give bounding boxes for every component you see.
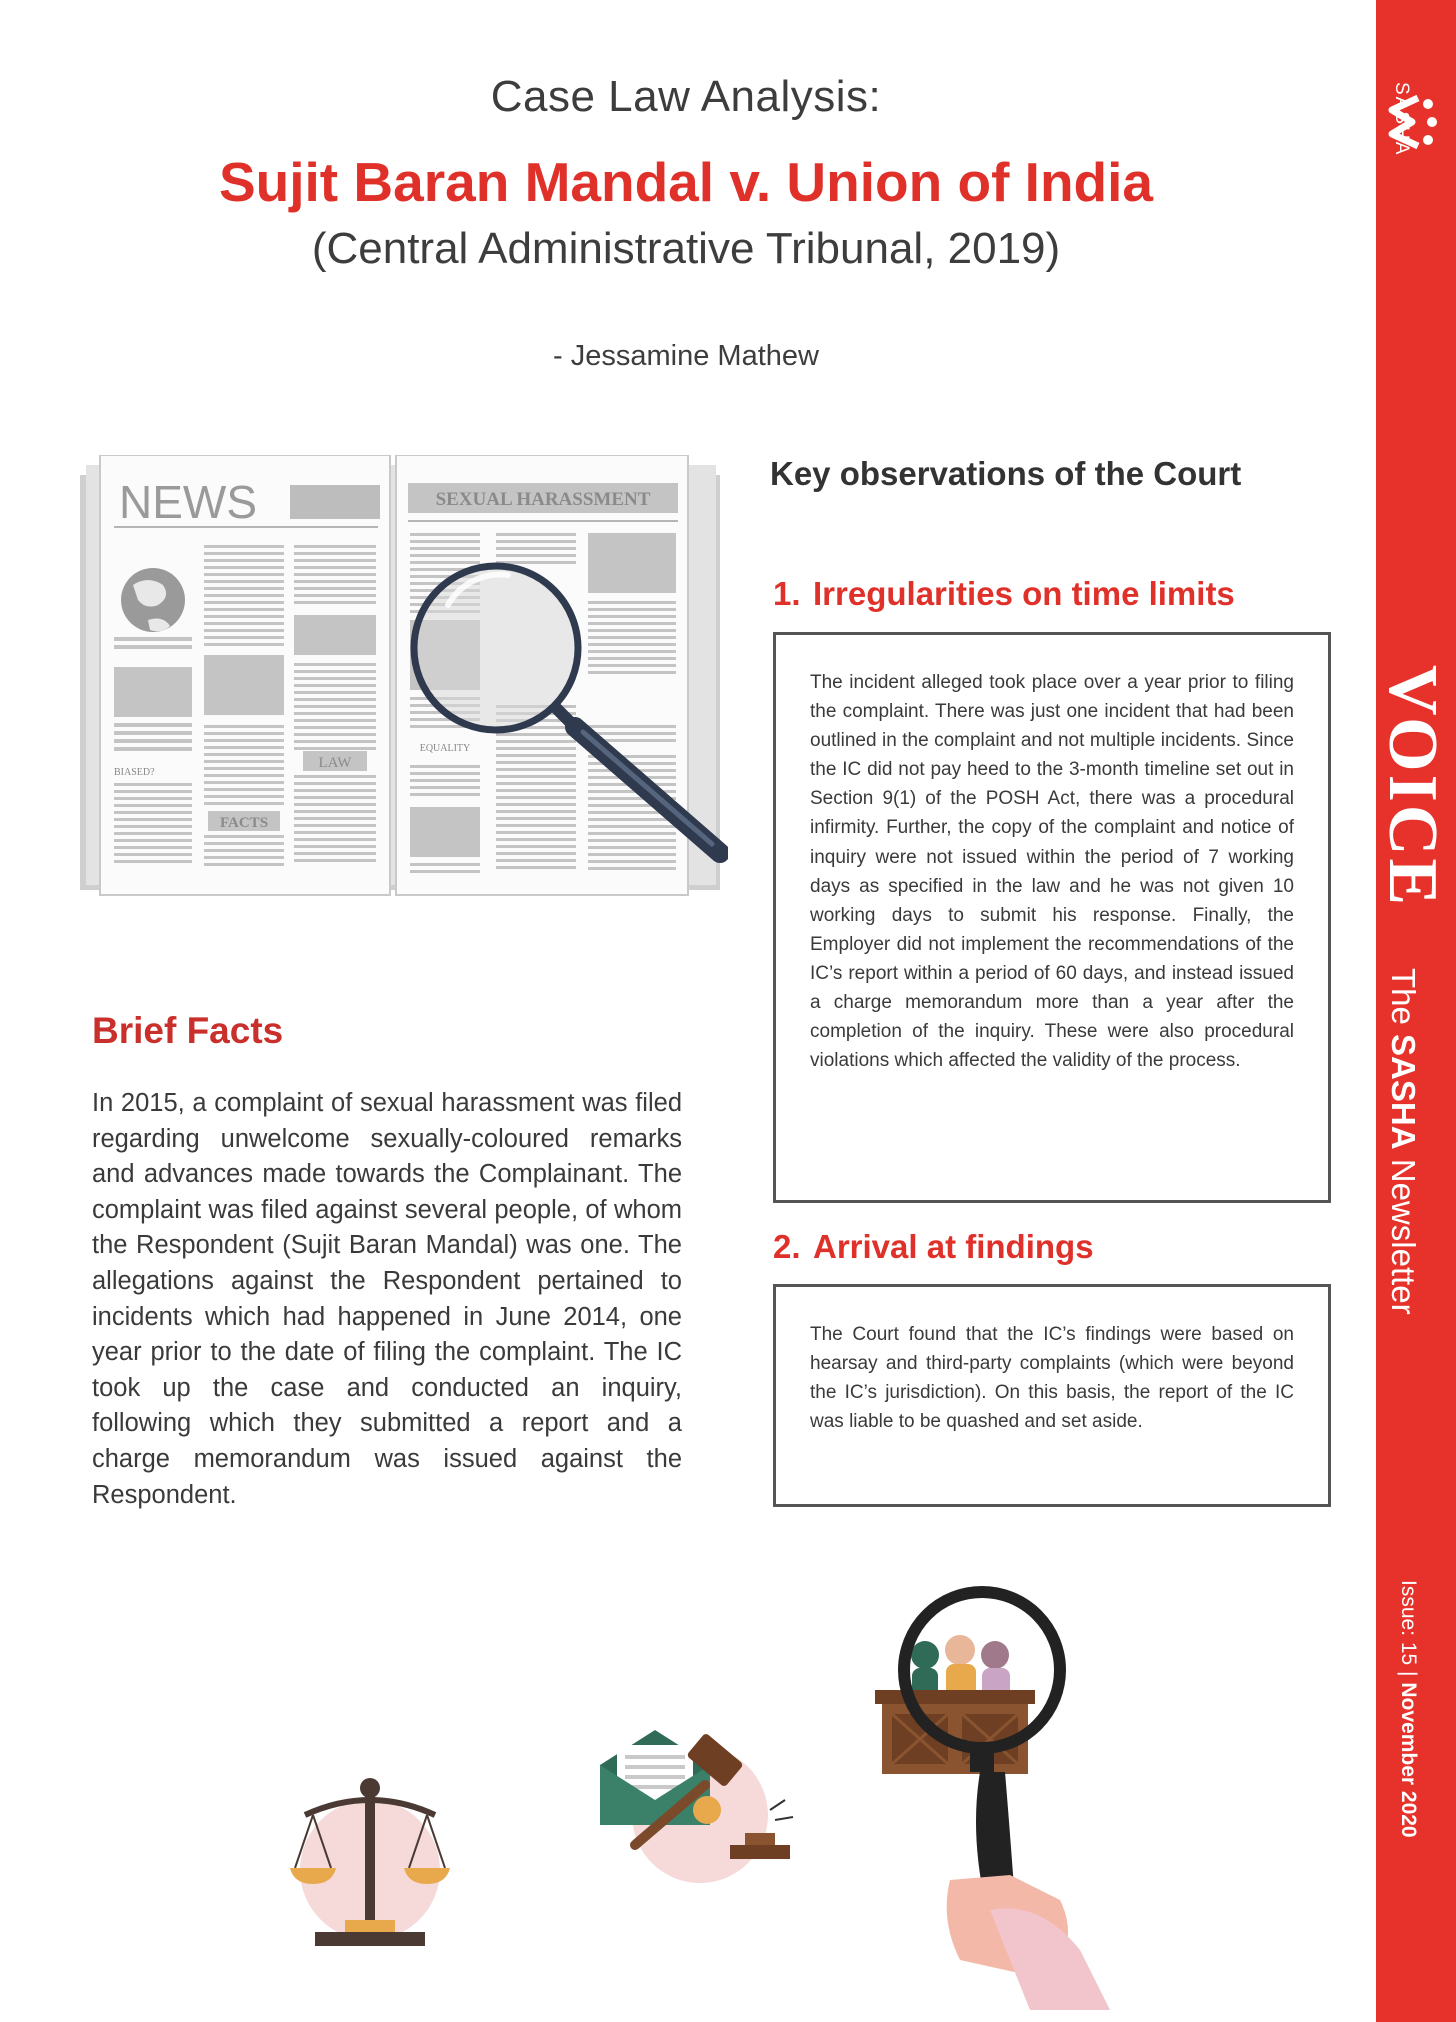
author-byline: - Jessamine Mathew [553, 340, 819, 372]
section-2-heading [773, 1228, 1094, 1266]
section-1-title: Irregularities on time limits [813, 575, 1235, 612]
section-2-box [773, 1284, 1331, 1507]
voice-wordmark: VOICE [1374, 665, 1451, 909]
gavel-envelope-icon [595, 1705, 810, 1885]
tag-facts: FACTS [219, 815, 269, 831]
newsletter-name [1384, 968, 1422, 1315]
newspaper-illustration [78, 455, 728, 910]
newsletter-brand: SASHA [1385, 1034, 1422, 1150]
key-observations-heading: Key observations of the Court [770, 455, 1242, 492]
kicker-heading: Case Law Analysis: [490, 72, 882, 121]
section-2-text: The Court found that the IC’s findings were based on hearsay and third-party complaints (which were beyond the IC’s jurisdiction). On this basis, the report of the IC was liable to be quashed and set aside. [810, 1324, 1294, 1433]
scales-of-justice-icon [285, 1770, 460, 1950]
news-masthead: NEWS [119, 476, 257, 528]
section-2-number: 2. [773, 1228, 801, 1265]
court-subtitle: (Central Administrative Tribunal, 2019) [311, 224, 1061, 273]
issue-date: November 2020 [1397, 1682, 1420, 1838]
issue-number: Issue: 15 | [1397, 1580, 1420, 1683]
news-headline: SEXUAL HARASSMENT [435, 489, 651, 510]
tag-law: LAW [318, 755, 352, 771]
newsletter-pre: The [1385, 968, 1422, 1035]
section-1-box [773, 632, 1331, 1203]
tag-biased: BIASED? [114, 767, 155, 778]
brief-facts-heading: Brief Facts [92, 1010, 284, 1051]
sasha-logo-text: SASHA [1391, 82, 1412, 157]
tag-equality: EQUALITY [419, 743, 471, 754]
section-2-title: Arrival at findings [813, 1228, 1094, 1265]
newsletter-post: Newsletter [1385, 1149, 1422, 1315]
courtroom-magnifier-icon [870, 1580, 1115, 2010]
issue-info [1396, 1580, 1420, 1838]
section-1-heading [773, 575, 1235, 613]
section-1-text: The incident alleged took place over a year prior to filing the complaint. There was just one incident that had been outlined in the complaint and not multiple incidents. Since the IC did not pay heed to the 3-month timeline set out in Section 9(1) of the POSH Act, there was a procedural infirmity. Further, the copy of the complaint and notice of inquiry were not issued within the period of 7 working days as specified in the law and he was not given 10 working days to submit his response. Finally, the Employer did not implement the recommendations of the IC’s report within a period of 60 days, and instead issued a charge memorandum more than a year after the completion of the inquiry. These were also procedural violations which affected the validity of the process. [810, 672, 1294, 1072]
section-1-number: 1. [773, 575, 801, 612]
brief-facts-text: In 2015, a complaint of sexual harassment was filed regarding unwelcome sexually-coloured remarks and advances made towards the Complainant. The complaint was filed against several people, of whom the Respondent (Sujit Baran Mandal) was one. The allegations against the Respondent pertained to incidents which had happened in June 2014, one year prior to the date of filing the complaint. The IC took up the case and conducted an inquiry, following which they submitted a report and a charge memorandum was issued against the Respondent. [92, 1089, 682, 1509]
case-title: Sujit Baran Mandal v. Union of India [218, 151, 1154, 213]
